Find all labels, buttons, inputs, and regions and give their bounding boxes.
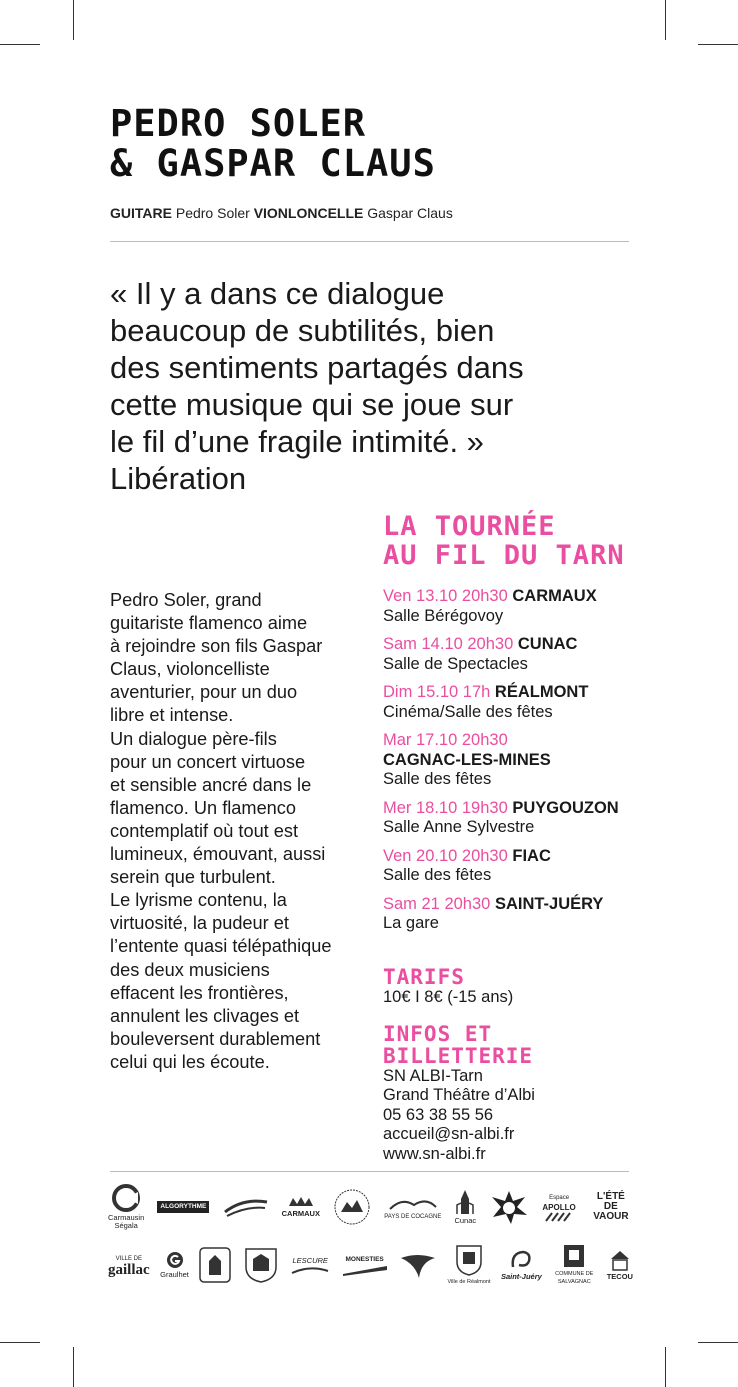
tour-date [383,895,653,934]
date-city: CAGNAC-LES-MINES [383,750,551,769]
burst-icon [489,1189,529,1225]
logo-label: Cunac [454,1216,477,1225]
date-venue: Salle des fêtes [383,866,492,884]
date-time: Sam 14.10 20h30 [383,635,514,653]
logo-carmaux [282,1196,320,1218]
logo-label: Ségala [114,1221,138,1230]
description-line: l’entente quasi télépathique [110,936,332,957]
date-venue: Salle des fêtes [383,770,492,788]
tour-date [383,635,653,674]
crop-mark [698,44,738,45]
quote-source: Libération [110,461,247,496]
logo-tarn-circle [333,1188,371,1226]
description-line: lumineux, émouvant, aussi [110,844,326,865]
logo-label: LESCURE [292,1256,328,1265]
logo-gaillac [108,1253,150,1278]
date-city: CUNAC [517,635,578,653]
date-time: Ven 13.10 20h30 [383,587,508,605]
tour-date [383,683,653,722]
circle-emblem-icon [333,1188,371,1226]
logo-label: L'ÉTÉ DE VAOUR [593,1191,629,1222]
logo-label: COMMUNE DE SALVAGNAC [555,1271,594,1285]
logo-arpege [223,1196,269,1218]
description-line: des deux musiciens [110,959,270,980]
logo-ete-de-vaour [589,1192,633,1222]
tour-date [383,847,653,886]
description [110,589,372,1074]
description-line: serein que turbulent. [110,867,276,888]
name-cello: Gaspar Claus [367,205,453,221]
logo-algorythme [157,1201,209,1213]
crop-mark [0,1342,40,1343]
logo-salvagnac [552,1244,596,1286]
stripes-icon [544,1212,574,1222]
swoosh-icon [223,1196,269,1218]
logo-row [108,1238,633,1292]
logo-row [108,1180,633,1234]
date-time: Mar 17.10 20h30 [383,731,508,749]
title-line-2: & GASPAR CLAUS [110,142,436,185]
crest-icon [199,1247,231,1283]
description-line: Le lyrisme contenu, la [110,890,287,911]
description-line: flamenco. Un flamenco [110,797,297,818]
description-line: à rejoindre son fils Gaspar [110,636,323,657]
tour-title [383,512,625,570]
infos-block [383,1023,643,1164]
show-title [110,104,436,184]
swirl-icon [509,1249,533,1271]
crown-icon [287,1196,315,1208]
logo-label: TECOU [606,1272,633,1281]
date-city: PUYGOUZON [512,798,619,817]
infos-line: Grand Théâtre d’Albi [383,1086,535,1105]
description-line: Claus, violoncelliste [110,659,270,680]
description-line: bouleversent durablement [110,1028,321,1049]
tour-date [383,731,653,790]
logo-saint-juery [501,1249,542,1281]
description-line: celui qui les écoute. [110,1051,270,1072]
crop-mark [0,44,40,45]
bird-icon [399,1250,437,1280]
date-time: Sam 21 20h30 [383,894,491,913]
role-guitar: GUITARE [110,205,172,221]
logo-monesties [341,1254,389,1276]
logo-label: Carmausin [108,1213,145,1222]
description-line: guitariste flamenco aime [110,613,308,634]
date-city: SAINT-JUÉRY [494,894,604,913]
date-venue: Salle Bérégovoy [383,606,504,625]
crop-mark [73,0,74,40]
description-line: pour un concert virtuose [110,751,306,772]
logo-label: PAYS DE COCAGNE [384,1214,442,1220]
logo-tecou [607,1249,633,1281]
building-icon [609,1249,631,1271]
infos-title: INFOS ET BILLETTERIE [383,1022,534,1068]
tour-title-line-2: AU FIL DU TARN [383,540,625,571]
quote-line: « Il y a dans ce dialogue [110,276,445,311]
quote-line: cette musique qui se joue sur [110,387,514,422]
logo-graulhet [160,1251,189,1279]
algorythme-wordmark: ALGORYTHME [157,1201,209,1213]
date-city: FIAC [512,846,551,865]
logo-realmont [448,1244,491,1286]
logo-apollo [542,1192,575,1222]
tour-dates [383,587,653,943]
description-line: contemplatif où tout est [110,820,299,841]
date-venue: Salle Anne Sylvestre [383,818,535,836]
tour-title-line-1: LA TOURNÉE [383,511,556,542]
divider-top [110,241,629,242]
description-line: virtuosité, la pudeur et [110,913,289,934]
quote-line: le fil d’une fragile intimité. » [110,424,484,459]
logo-carmausin [108,1184,144,1230]
logo-eclats [489,1189,529,1225]
press-quote [110,275,640,497]
credits [110,204,453,222]
logo-label: Espace [549,1195,570,1201]
description-line: aventurier, pour un duo [110,682,298,703]
crest-icon [454,1244,484,1276]
g-circle-icon [166,1251,184,1269]
description-line: libre et intense. [110,705,234,726]
logo-label: CARMAUX [281,1209,320,1218]
infos-website[interactable]: www.sn-albi.fr [383,1144,486,1163]
description-line: et sensible ancré dans le [110,774,312,795]
logo-label: Graulhet [160,1270,189,1279]
date-time: Dim 15.10 17h [383,683,491,701]
tarifs-value: 10€ I 8€ (-15 ans) [383,988,514,1006]
date-time: Mer 18.10 19h30 [383,798,508,817]
description-line: Un dialogue père-fils [110,728,277,749]
carmausin-icon [111,1184,141,1212]
crest-icon [242,1247,280,1283]
tarifs-title: TARIFS [383,965,465,989]
description-line: annulent les clivages et [110,1005,300,1026]
crop-mark [698,1342,738,1343]
crop-mark [73,1347,74,1387]
logo-cunac [454,1189,476,1225]
logo-lautrec [384,1193,441,1221]
date-venue: Cinéma/Salle des fêtes [383,702,553,721]
divider-bottom [110,1171,629,1172]
role-cello: VIONLONCELLE [253,205,364,221]
infos-line: SN ALBI-Tarn [383,1067,483,1085]
wave-icon [290,1265,330,1275]
crest-icon [563,1244,585,1268]
infos-email[interactable]: accueil@sn-albi.fr [383,1125,515,1144]
date-venue: La gare [383,914,439,932]
logo-label: APOLLO [542,1203,576,1212]
date-venue: Salle de Spectacles [383,654,528,673]
date-time: Ven 20.10 20h30 [383,846,508,865]
tarifs-block [383,966,643,1007]
tour-date [383,587,653,626]
quote-line: beaucoup de subtilités, bien [110,313,495,348]
description-line: effacent les frontières, [110,982,289,1003]
date-city: RÉALMONT [494,683,589,701]
logo-label: gaillac [108,1261,150,1278]
title-line-1: PEDRO SOLER [110,102,367,145]
logo-label: Ville de Réalmont [447,1279,491,1285]
name-guitar: Pedro Soler [175,205,250,221]
ribbon-icon [341,1264,389,1276]
logo-label: VILLE DE [115,1255,143,1262]
logo-lescure-village [242,1247,280,1283]
logo-label: Saint-Juéry [500,1272,542,1281]
infos-phone[interactable]: 05 63 38 55 56 [383,1105,494,1124]
logo-puygouzon [399,1250,437,1280]
logo-label: MONESTIES [345,1256,384,1263]
crop-mark [665,1347,666,1387]
partner-logos [108,1180,633,1292]
date-city: CARMAUX [512,587,597,605]
hills-icon [388,1193,438,1211]
logo-lescure [290,1255,330,1275]
description-line: Pedro Soler, grand [110,590,262,610]
church-icon [455,1189,475,1215]
quote-line: des sentiments partagés dans [110,350,524,385]
tour-date [383,799,653,838]
logo-labruguiere [199,1247,231,1283]
crop-mark [665,0,666,40]
